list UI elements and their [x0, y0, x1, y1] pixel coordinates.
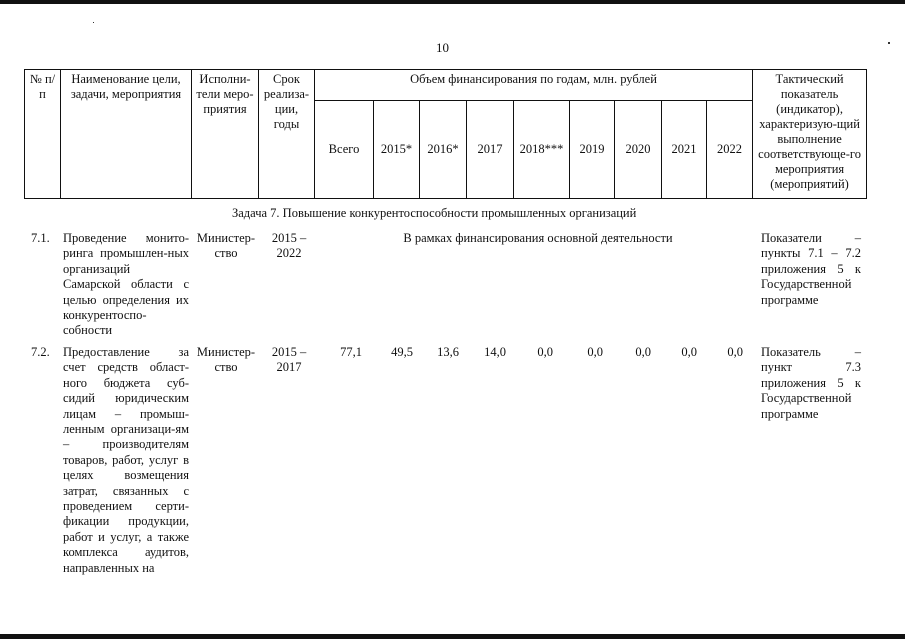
scan-speck: [93, 22, 94, 23]
header-col-2018: 2018***: [514, 101, 570, 199]
row-term: 2015 – 2022: [271, 231, 307, 261]
row-term: 2015 – 2017: [271, 345, 307, 375]
row-num: 7.1.: [31, 231, 50, 245]
scan-speck: [888, 42, 890, 44]
row-executor: Министер-ство: [196, 345, 256, 375]
task-title: Задача 7. Повышение конкурентоспособности промышленных организаций: [232, 206, 637, 220]
value-2016: 13,6: [437, 345, 459, 359]
financing-table-header: [24, 69, 867, 199]
header-col-total: Всего: [315, 101, 374, 199]
row-indicator: Показатели – пункты 7.1 – 7.2 приложения 5 к Государственной программе: [761, 231, 861, 307]
header-name: Наименование цели, задачи, мероприятия: [61, 70, 192, 199]
value-2015: 49,5: [391, 345, 413, 359]
header-financing: Объем финансирования по годам, млн. рублей: [315, 70, 753, 101]
value-2021: 0,0: [681, 345, 697, 359]
header-col-2016: 2016*: [420, 101, 467, 199]
row-indicator: Показатель – пункт 7.3 приложения 5 к Государственной программе: [761, 345, 861, 421]
header-col-2019: 2019: [570, 101, 615, 199]
header-col-2022: 2022: [707, 101, 753, 199]
value-2022: 0,0: [727, 345, 743, 359]
value-2017: 14,0: [484, 345, 506, 359]
row-executor: Министер-ство: [196, 231, 256, 261]
page-number: 10: [436, 40, 449, 55]
page-top-border: [0, 0, 905, 4]
value-2018: 0,0: [537, 345, 553, 359]
header-col-2020: 2020: [615, 101, 662, 199]
value-2019: 0,0: [587, 345, 603, 359]
row-name: Проведение монито-ринга промышлен-ных организаций Самарской области с целью определения их конкурентоспо-собности: [63, 231, 189, 338]
header-indicator: Тактический показатель (индикатор), характеризую-щий выполнение соответствующе-го мероприятия (мероприятий): [753, 70, 867, 199]
value-total: 77,1: [340, 345, 362, 359]
header-col-2017: 2017: [467, 101, 514, 199]
value-2020: 0,0: [635, 345, 651, 359]
row-num: 7.2.: [31, 345, 50, 359]
header-num: № п/п: [25, 70, 61, 199]
header-col-2021: 2021: [662, 101, 707, 199]
page-bottom-border: [0, 634, 905, 639]
row-name: Предоставление за счет средств област-ного бюджета суб-сидий юридическим лицам – промыш-ленным организаци-ям – производителям товаров, работ, услуг в целях возмещения затрат, связанных с проведением серти-фикации продукции, работ и услуг, а также комплекса аудитов, направленных на: [63, 345, 189, 575]
header-term: Срок реализа-ции, годы: [259, 70, 315, 199]
header-executors: Исполни-тели меро-приятия: [192, 70, 259, 199]
header-col-2015: 2015*: [374, 101, 420, 199]
row-financing-note: В рамках финансирования основной деятельности: [403, 231, 673, 245]
